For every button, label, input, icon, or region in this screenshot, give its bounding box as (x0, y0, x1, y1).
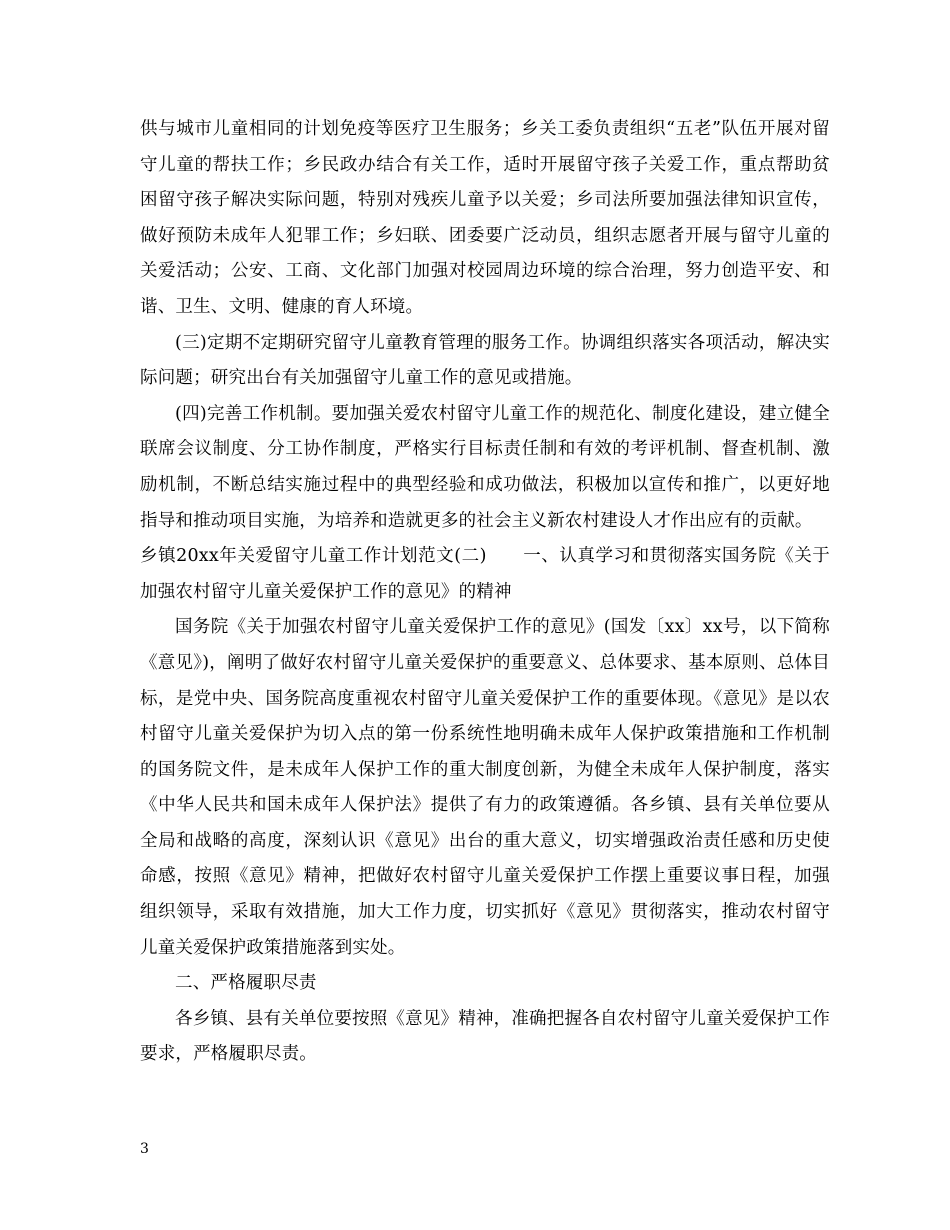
paragraph-section-heading: 乡镇20xx年关爱留守儿童工作计划范文(二) 一、认真学习和贯彻落实国务院《关于加强农村留守儿童关爱保护工作的意见》的精神 (140, 546, 830, 602)
paragraph-work-mechanism: (四)完善工作机制。要加强关爱农村留守儿童工作的规范化、制度化建设，建立健全联席会议制度、分工协作制度，严格实行目标责任制和有效的考评机制、督查机制、激励机制，不断总结实施过程中的典型经验和成功做法，积极加以宣传和推广，以更好地指导和推动项目实施，为培养和造就更多的社会主义新农村建设人才作出应有的贡献。 (140, 403, 830, 531)
paragraph-regular-research: (三)定期不定期研究留守儿童教育管理的服务工作。协调组织落实各项活动，解决实际问题；研究出台有关加强留守儿童工作的意见或措施。 (140, 332, 830, 389)
paragraph-state-council-opinion: 国务院《关于加强农村留守儿童关爱保护工作的意见》(国发〔xx〕xx号，以下简称《意见》)，阐明了做好农村留守儿童关爱保护的重要意义、总体要求、基本原则、总体目标，是党中央、国务院高度重视农村留守儿童关爱保护工作的重要体现。《意见》是以农村留守儿童关爱保护为切入点的第一份系统性地明确未成年人保护政策措施和工作机制的国务院文件，是未成年人保护工作的重大制度创新，为健全未成年人保护制度，落实《中华人民共和国未成年人保护法》提供了有力的政策遵循。各乡镇、县有关单位要从全局和战略的高度，深刻认识《意见》出台的重大意义，切实增强政治责任感和历史使命感，按照《意见》精神，把做好农村留守儿童关爱保护工作摆上重要议事日程，加强组织领导，采取有效措施，加大工作力度，切实抓好《意见》贯彻落实，推动农村留守儿童关爱保护政策措施落到实处。 (140, 617, 830, 958)
paragraph-duty-heading: 二、严格履职尽责 (175, 973, 317, 994)
paragraph-duty-body: 各乡镇、县有关单位要按照《意见》精神，准确把握各自农村留守儿童关爱保护工作要求，严格履职尽责。 (140, 1008, 830, 1065)
document-body (140, 112, 830, 1073)
page-number: 3 (140, 1141, 149, 1157)
paragraph-medical-services: 供与城市儿童相同的计划免疫等医疗卫生服务；乡关工委负责组织“五老”队伍开展对留守儿童的帮扶工作；乡民政办结合有关工作，适时开展留守孩子关爱工作，重点帮助贫困留守孩子解决实际问题，特别对残疾儿童予以关爱；乡司法所要加强法律知识宣传，做好预防未成年人犯罪工作；乡妇联、团委要广泛动员，组织志愿者开展与留守儿童的关爱活动；公安、工商、文化部门加强对校园周边环境的综合治理，努力创造平安、和谐、卫生、文明、健康的育人环境。 (140, 119, 830, 317)
